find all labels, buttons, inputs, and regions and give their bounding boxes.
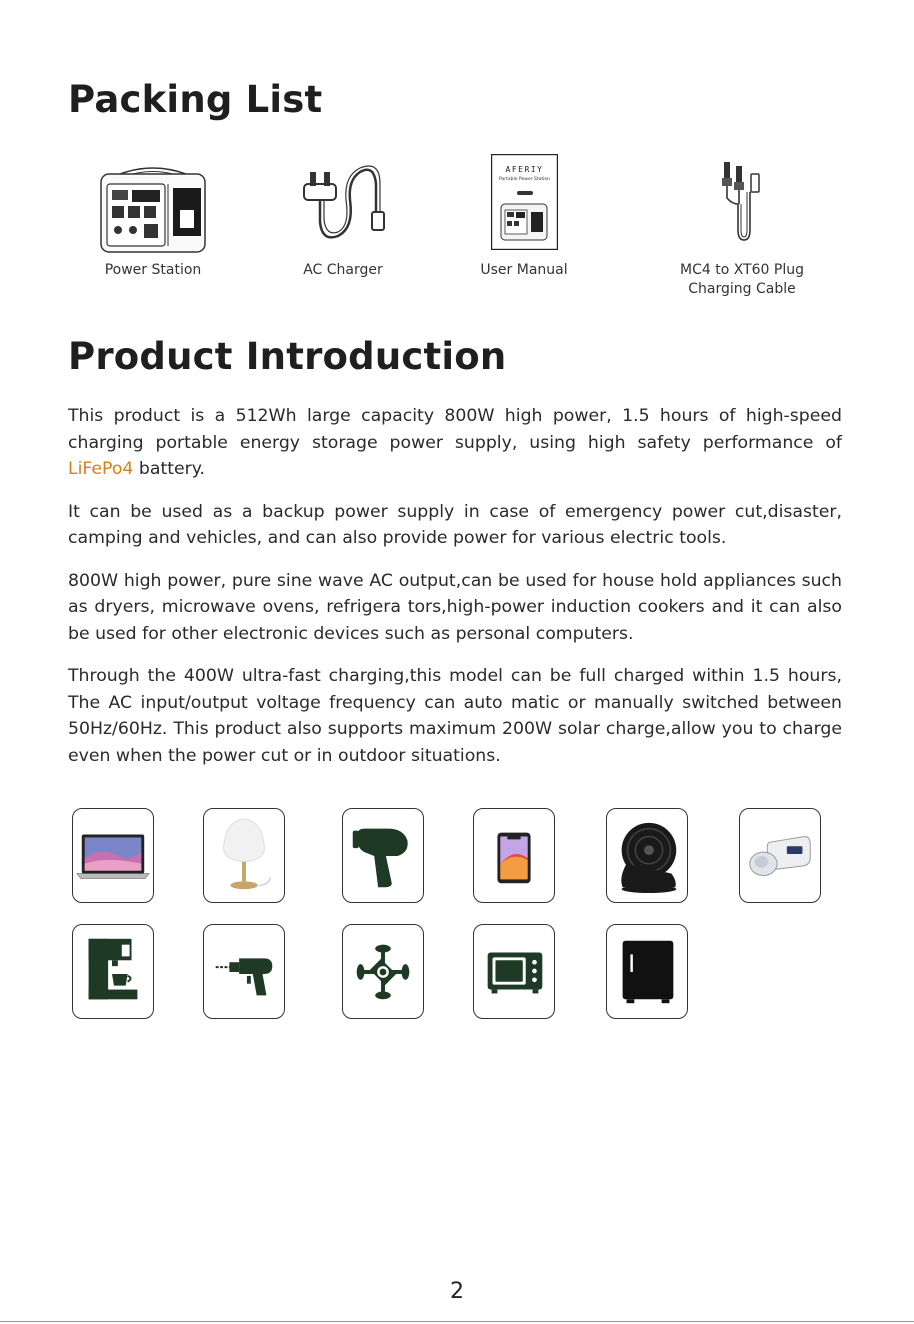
lamp-icon [203, 808, 285, 903]
smartphone-icon [473, 808, 555, 903]
fan-icon [606, 808, 688, 903]
battery-type-highlight: LiFePo4 [68, 459, 134, 479]
charging-cable-icon [718, 158, 768, 244]
ac-charger-icon [298, 160, 388, 244]
pack-label-charging-cable-line1: MC4 to XT60 Plug [680, 262, 804, 278]
intro-p1-text: This product is a 512Wh large capacity 800W high power, 1.5 hours of high-speed charging portable energy storage power supply, using high safety performance of [68, 406, 842, 453]
coffee-machine-icon [72, 924, 154, 1019]
pack-label-user-manual: User Manual [480, 262, 568, 278]
intro-paragraphs [68, 403, 842, 785]
drone-icon [342, 924, 424, 1019]
intro-paragraph-4: Through the 400W ultra-fast charging,this model can be full charged within 1.5 hours, The AC input/output voltage frequency can auto matic or manually switched between 50Hz/60Hz. This product also supports maximum 200W solar charge,allow you to charge even when the power cut or in outdoor situations. [68, 666, 842, 766]
laptop-icon [72, 808, 154, 903]
power-station-icon [98, 160, 208, 256]
user-manual-icon [491, 154, 558, 250]
drill-icon [203, 924, 285, 1019]
manual-brand: AFERIY [505, 165, 544, 174]
page-number: 2 [450, 1279, 464, 1304]
intro-paragraph-1 [68, 403, 842, 483]
pack-label-charging-cable-line2: Charging Cable [688, 281, 796, 297]
intro-paragraph-3: 800W high power, pure sine wave AC output,can be used for house hold appliances such as dryers, microwave ovens, refrigera tors,high-power induction cookers and it can also be used for other electronic devices such as personal computers. [68, 570, 842, 644]
product-introduction-title: Product Introduction [68, 335, 507, 378]
hair-dryer-icon [342, 808, 424, 903]
pack-label-power-station: Power Station [104, 262, 202, 278]
mini-fridge-icon [606, 924, 688, 1019]
intro-p1-end: battery. [133, 459, 206, 479]
microwave-icon [473, 924, 555, 1019]
intro-paragraph-2: It can be used as a backup power supply in case of emergency power cut,disaster, camping and vehicles, and can also provide power for various electric tools. [68, 501, 842, 548]
pack-label-charging-cable [657, 261, 827, 299]
cpap-machine-icon [739, 808, 821, 903]
manual-subtitle: Portable Power Station [498, 177, 551, 182]
packing-list-title: Packing List [68, 78, 323, 121]
pack-label-ac-charger: AC Charger [303, 262, 383, 278]
bottom-divider [0, 1321, 914, 1322]
